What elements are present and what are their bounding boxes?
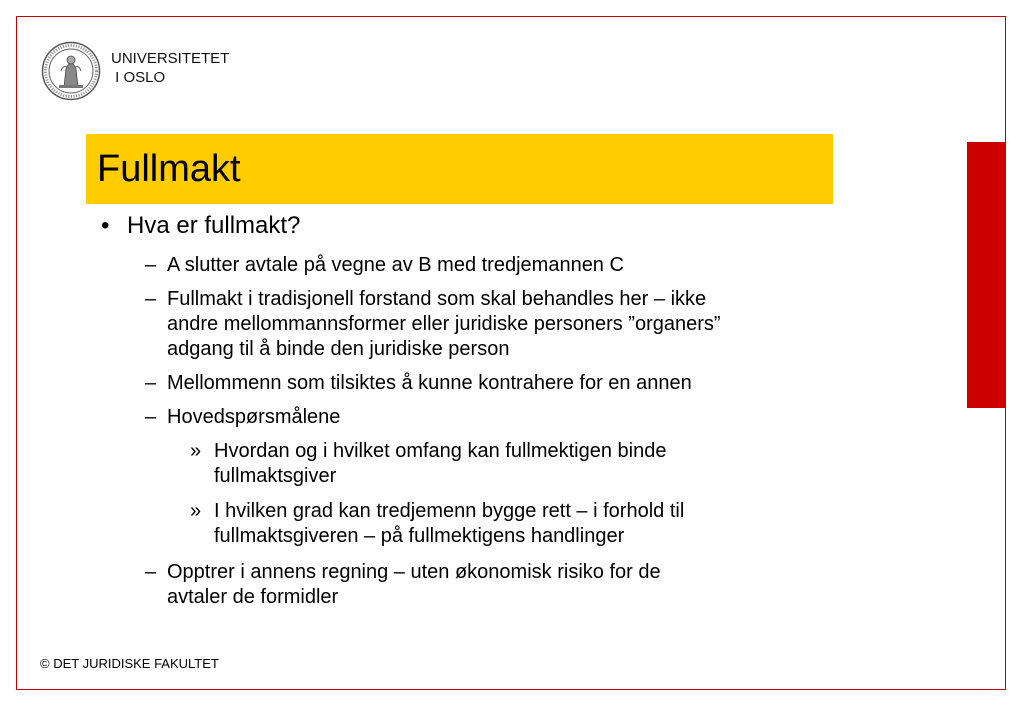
- bullet-text-l3: Hvordan og i hvilket omfang kan fullmektigen binde: [214, 440, 667, 462]
- bullet-text-l2: Hovedspørsmålene: [167, 406, 341, 428]
- bullet-text-l2: A slutter avtale på vegne av B med tredjemannen C: [167, 254, 624, 276]
- bullet-text-l2: Fullmakt i tradisjonell forstand som skal behandles her – ikke: [167, 288, 707, 310]
- bullet-marker-l3: »: [190, 440, 202, 462]
- bullet-marker-l1: •: [101, 212, 110, 239]
- bullet-marker-l2: –: [145, 288, 157, 310]
- bullet-marker-l2: –: [145, 561, 157, 583]
- bullet-marker-l2: –: [145, 254, 157, 276]
- footer-copyright: © DET JURIDISKE FAKULTET: [40, 656, 219, 671]
- bullet-text-l2-cont: avtaler de formidler: [167, 586, 339, 608]
- bullet-text-l2: Mellommenn som tilsiktes å kunne kontrahere for en annen: [167, 372, 692, 394]
- bullet-text-l3-cont: fullmaktsgiver: [214, 465, 337, 487]
- bullet-marker-l2: –: [145, 406, 157, 428]
- bullet-text-l1: Hva er fullmakt?: [127, 212, 301, 239]
- slide-title: Fullmakt: [97, 148, 241, 190]
- bullet-text-l3-cont: fullmaktsgiveren – på fullmektigens handlinger: [214, 525, 625, 547]
- bullet-text-l3: I hvilken grad kan tredjemenn bygge rett – i forhold til: [214, 500, 685, 522]
- bullet-marker-l3: »: [190, 500, 202, 522]
- bullet-text-l2-cont: andre mellommannsformer eller juridiske personers ”organers”: [167, 313, 721, 335]
- bullet-text-l2: Opptrer i annens regning – uten økonomisk risiko for de: [167, 561, 661, 583]
- university-name-line2: I OSLO: [111, 69, 166, 86]
- university-name-line1: UNIVERSITETET: [111, 50, 230, 67]
- bullet-text-l2-cont: adgang til å binde den juridiske person: [167, 338, 510, 360]
- bullet-marker-l2: –: [145, 372, 157, 394]
